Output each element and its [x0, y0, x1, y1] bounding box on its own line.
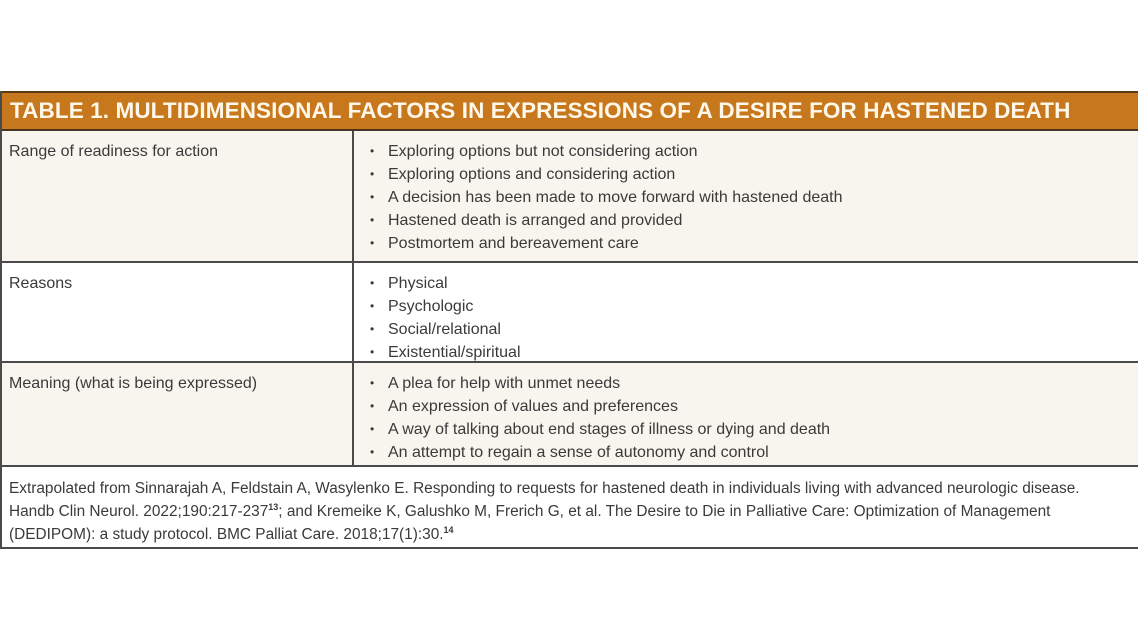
bullet-icon: • — [370, 345, 375, 359]
list-item: • Postmortem and bereavement care — [368, 232, 1138, 255]
bullet-icon: • — [370, 445, 375, 459]
table-row-meaning — [0, 363, 1138, 467]
row-label: Meaning (what is being expressed) — [0, 363, 354, 465]
bullet-icon: • — [370, 144, 375, 158]
list-item: • Hastened death is arranged and provided — [368, 209, 1138, 232]
table-1 — [0, 91, 1138, 549]
table-title: TABLE 1. MULTIDIMENSIONAL FACTORS IN EXPRESSIONS OF A DESIRE FOR HASTENED DEATH — [10, 97, 1071, 123]
list-item: • Psychologic — [368, 295, 1138, 318]
row-label: Reasons — [0, 263, 354, 361]
bullet-icon: • — [370, 399, 375, 413]
list-item: • Social/relational — [368, 318, 1138, 341]
row-items — [354, 363, 1138, 465]
bullet-icon: • — [370, 213, 375, 227]
table-row-readiness — [0, 131, 1138, 263]
list-item: • An attempt to regain a sense of autonomy and control — [368, 441, 1138, 464]
bullet-icon: • — [370, 322, 375, 336]
table-left-border — [0, 91, 2, 549]
bullet-list — [368, 140, 1138, 255]
bullet-icon: • — [370, 236, 375, 250]
bullet-icon: • — [370, 299, 375, 313]
reference-13: 13 — [268, 502, 279, 512]
row-items — [354, 263, 1138, 361]
bullet-list — [368, 272, 1138, 364]
bullet-icon: • — [370, 190, 375, 204]
list-item: • A plea for help with unmet needs — [368, 372, 1138, 395]
row-items — [354, 131, 1138, 261]
bullet-icon: • — [370, 276, 375, 290]
list-item: • Exploring options and considering action — [368, 163, 1138, 186]
list-item: • Exploring options but not considering action — [368, 140, 1138, 163]
bullet-icon: • — [370, 422, 375, 436]
row-label: Range of readiness for action — [0, 131, 354, 261]
list-item: • An expression of values and preferences — [368, 395, 1138, 418]
bullet-icon: • — [370, 167, 375, 181]
bullet-list — [368, 372, 1138, 464]
list-item: • A decision has been made to move forward with hastened death — [368, 186, 1138, 209]
list-item: • Physical — [368, 272, 1138, 295]
reference-14: 14 — [443, 525, 454, 535]
table-footnote: Extrapolated from Sinnarajah A, Feldstain A, Wasylenko E. Responding to requests for hastened death in individuals living with advanced neurologic disease. Handb Clin Neurol. $2022;190:217-237^{13}$; and Kremeike K, Galushko M, Frerich G, et al. The Desire to Die in Palliative Care: Optimization of Management (DEDIPOM): a study protocol. BMC Palliat Care. 2018;17(1):30.14 — [0, 467, 1138, 549]
list-item: • Existential/spiritual — [368, 341, 1138, 364]
table-row-reasons — [0, 263, 1138, 363]
list-item: • A way of talking about end stages of illness or dying and death — [368, 418, 1138, 441]
table-title-band — [0, 91, 1138, 131]
bullet-icon: • — [370, 376, 375, 390]
